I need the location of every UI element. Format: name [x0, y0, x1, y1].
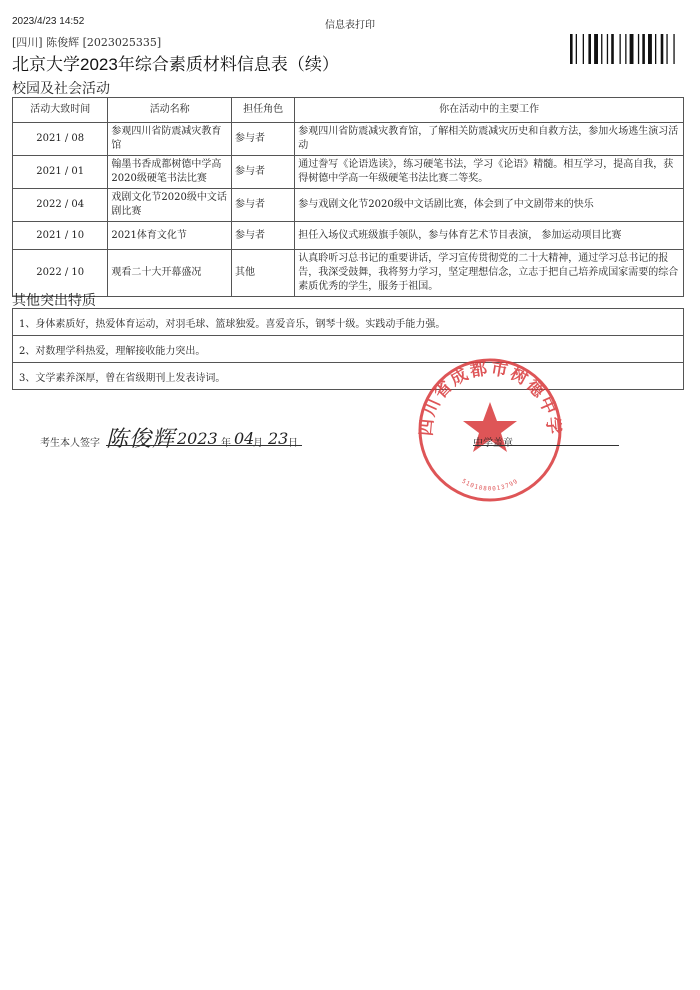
- strength-item: 1、身体素质好，热爱体育运动，对羽毛球、篮球独爱。喜爱音乐，钢琴十级。实践动手能力强。: [13, 309, 684, 336]
- barcode: [570, 34, 690, 64]
- activity-date: 2022 / 10: [13, 250, 108, 297]
- table-row: [13, 156, 684, 189]
- year-label: 年: [221, 438, 231, 449]
- signature-month: 04: [234, 429, 255, 448]
- svg-text:5101080013799: [460, 478, 519, 493]
- seal-text: 四川省成都市树德中学: [416, 358, 564, 437]
- activity-work: 认真聆听习总书记的重要讲话，学习宣传贯彻党的二十大精神，通过学习总书记的报告，我深受鼓舞，我将努力学习，坚定理想信念，立志于把自己培养成国家需要的综合素质优秀的学生，服务于祖国。: [295, 250, 684, 297]
- strengths-table: [12, 308, 684, 390]
- activity-date: 2021 / 08: [13, 123, 108, 156]
- activity-role: 参与者: [231, 222, 294, 250]
- print-timestamp: 2023/4/23 14:52: [12, 16, 85, 27]
- document-title: 北京大学2023年综合素质材料信息表（续）: [12, 55, 339, 74]
- activity-date: 2022 / 04: [13, 189, 108, 222]
- activity-date: 2021 / 10: [13, 222, 108, 250]
- activity-work: 担任入场仪式班级旗手领队，参与体育艺术节目表演， 参加运动项目比赛: [295, 222, 684, 250]
- activity-name: 观看二十大开幕盛况: [108, 250, 232, 297]
- column-header: 你在活动中的主要工作: [295, 98, 684, 123]
- school-stamp-label: 中学盖章: [473, 438, 513, 449]
- table-row: [13, 309, 684, 336]
- month-label: 月: [253, 438, 263, 449]
- handwritten-signature: 陈俊辉: [106, 427, 176, 452]
- activity-role: 参与者: [231, 189, 294, 222]
- activity-work: 通过誊写《论语选读》，练习硬笔书法，学习《论语》精髓。相互学习，提高自我，获得树德中学高一年级硬笔书法比赛二等奖。: [295, 156, 684, 189]
- activity-name: 戏剧文化节2020级中文话剧比赛: [108, 189, 232, 222]
- table-row: [13, 250, 684, 297]
- seal-number: 5101080013799: [460, 477, 520, 493]
- section-heading-strengths: 其他突出特质: [12, 293, 96, 309]
- activities-table: [12, 97, 684, 297]
- signature-underline: [106, 445, 302, 446]
- activity-date: 2021 / 01: [13, 156, 108, 189]
- table-header-row: [13, 98, 684, 123]
- signature-label: 考生本人签字: [40, 438, 100, 449]
- activity-work: 参观四川省防震减灾教育馆，了解相关防震减灾历史和自救方法，参加火场逃生演习活动: [295, 123, 684, 156]
- activity-name: 2021体育文化节: [108, 222, 232, 250]
- table-row: [13, 189, 684, 222]
- activity-name: 参观四川省防震减灾教育馆: [108, 123, 232, 156]
- activity-work: 参与戏剧文化节2020级中文话剧比赛，体会到了中文剧带来的快乐: [295, 189, 684, 222]
- school-stamp-underline: [473, 445, 619, 446]
- activity-role: 参与者: [231, 156, 294, 189]
- column-header: 担任角色: [231, 98, 294, 123]
- print-title: 信息表打印: [325, 20, 375, 31]
- table-row: [13, 336, 684, 363]
- table-row: [13, 222, 684, 250]
- activity-role: 参与者: [231, 123, 294, 156]
- day-label: 日: [288, 438, 298, 449]
- applicant-header: [四川] 陈俊辉 [2023025335]: [12, 36, 162, 49]
- activity-role: 其他: [231, 250, 294, 297]
- table-row: [13, 123, 684, 156]
- table-row: [13, 363, 684, 390]
- signature-day: 23: [268, 429, 289, 448]
- school-seal: [415, 355, 565, 505]
- strength-item: 3、文学素养深厚，曾在省级期刊上发表诗词。: [13, 363, 684, 390]
- column-header: 活动大致时间: [13, 98, 108, 123]
- activity-name: 翰墨书香成都树德中学高2020级硬笔书法比赛: [108, 156, 232, 189]
- signature-year: 2023: [177, 429, 218, 448]
- column-header: 活动名称: [108, 98, 232, 123]
- strength-item: 2、对数理学科热爱，理解接收能力突出。: [13, 336, 684, 363]
- section-heading-activities: 校园及社会活动: [12, 81, 110, 97]
